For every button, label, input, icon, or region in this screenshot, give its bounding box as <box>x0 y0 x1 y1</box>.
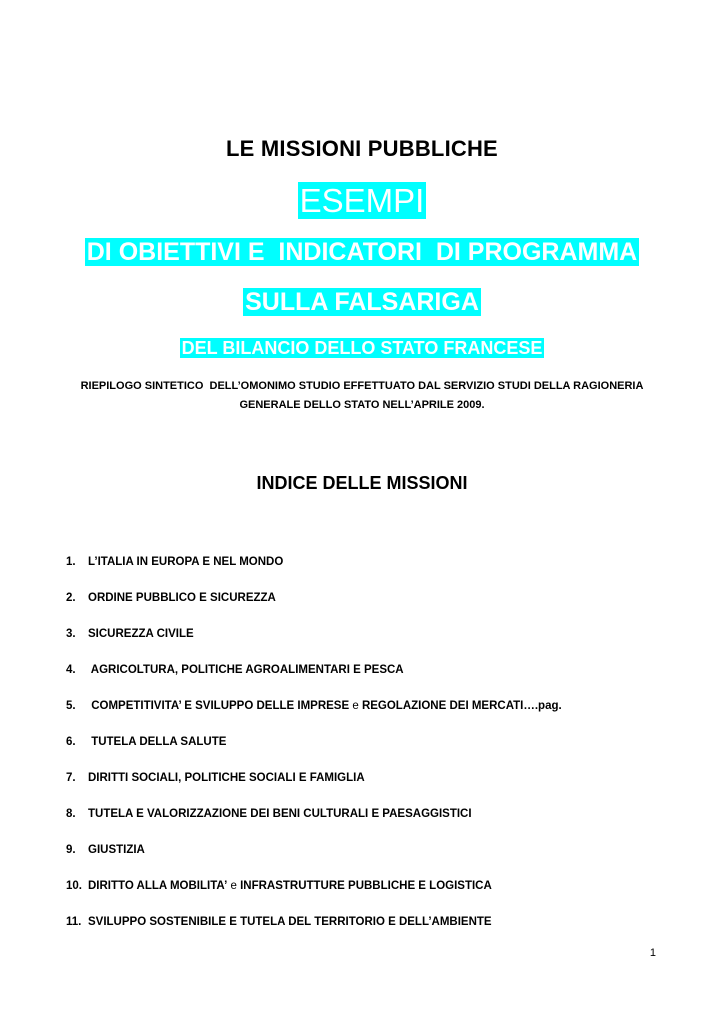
index-entry-number: 6. <box>66 736 76 748</box>
summary-paragraph <box>0 377 724 415</box>
index-entry <box>66 700 686 736</box>
index-entry-text: ORDINE PUBBLICO E SICUREZZA <box>88 592 276 604</box>
subtitle-bilancio <box>0 336 724 360</box>
index-entry-text-continued: REGOLAZIONE DEI MERCATI….pag. <box>361 700 562 712</box>
index-entry <box>66 844 686 880</box>
index-entry-number: 4. <box>66 664 76 676</box>
index-entry-text-continued: INFRASTRUTTURE PUBBLICHE E LOGISTICA <box>240 880 492 892</box>
summary-line-2: GENERALE DELLO STATO NELL’APRILE 2009. <box>239 399 485 411</box>
index-entry-text: TUTELA DELLA SALUTE <box>88 736 227 748</box>
index-entry-number: 3. <box>66 628 76 640</box>
index-entry-text: GIUSTIZIA <box>88 844 145 856</box>
subtitle-esempi <box>0 181 724 221</box>
index-entry-conjunction: e <box>349 700 362 712</box>
index-entry-number: 7. <box>66 772 76 784</box>
index-entry-text: L’ITALIA IN EUROPA E NEL MONDO <box>88 556 284 568</box>
index-entry <box>66 556 686 592</box>
index-entry-text: DIRITTI SOCIALI, POLITICHE SOCIALI E FAMIGLIA <box>88 772 365 784</box>
index-entry-text: COMPETITIVITA’ E SVILUPPO DELLE IMPRESE <box>88 700 350 712</box>
index-entry-number: 11. <box>66 916 82 928</box>
subtitle-esempi-text: ESEMPI <box>299 182 425 219</box>
subtitle-falsariga-text: SULLA FALSARIGA <box>245 288 479 316</box>
index-entry <box>66 808 686 844</box>
index-entry-number: 8. <box>66 808 76 820</box>
subtitle-obiettivi-text: DI OBIETTIVI E INDICATORI DI PROGRAMMA <box>86 238 638 266</box>
index-entry-text: DIRITTO ALLA MOBILITA’ <box>88 880 228 892</box>
index-entry-text: AGRICOLTURA, POLITICHE AGROALIMENTARI E PESCA <box>88 664 404 676</box>
index-entry-text: SICUREZZA CIVILE <box>88 628 194 640</box>
index-heading: INDICE DELLE MISSIONI <box>256 473 468 493</box>
subtitle-falsariga <box>0 286 724 318</box>
index-entry-text: SVILUPPO SOSTENIBILE E TUTELA DEL TERRITORIO E DELL’AMBIENTE <box>88 916 492 928</box>
index-entry <box>66 916 686 952</box>
subtitle-obiettivi <box>0 236 724 268</box>
index-entry-number: 9. <box>66 844 76 856</box>
mission-index-list <box>66 556 686 952</box>
index-entry <box>66 880 686 916</box>
index-entry <box>66 772 686 808</box>
index-entry-number: 1. <box>66 556 76 568</box>
document-title <box>0 136 724 162</box>
index-entry-number: 10. <box>66 880 82 892</box>
index-entry-number: 2. <box>66 592 76 604</box>
index-entry-number: 5. <box>66 700 76 712</box>
document-title-text: LE MISSIONI PUBBLICHE <box>226 136 498 161</box>
subtitle-bilancio-text: DEL BILANCIO DELLO STATO FRANCESE <box>181 338 543 358</box>
summary-line-1: RIEPILOGO SINTETICO DELL’OMONIMO STUDIO EFFETTUATO DAL SERVIZIO STUDI DELLA RAGIONERIA <box>80 380 644 392</box>
index-entry <box>66 592 686 628</box>
index-entry-conjunction: e <box>227 880 241 892</box>
index-entry <box>66 628 686 664</box>
index-entry <box>66 664 686 700</box>
page-number: 1 <box>649 947 656 959</box>
index-entry <box>66 736 686 772</box>
index-entry-text: TUTELA E VALORIZZAZIONE DEI BENI CULTURALI E PAESAGGISTICI <box>88 808 472 820</box>
